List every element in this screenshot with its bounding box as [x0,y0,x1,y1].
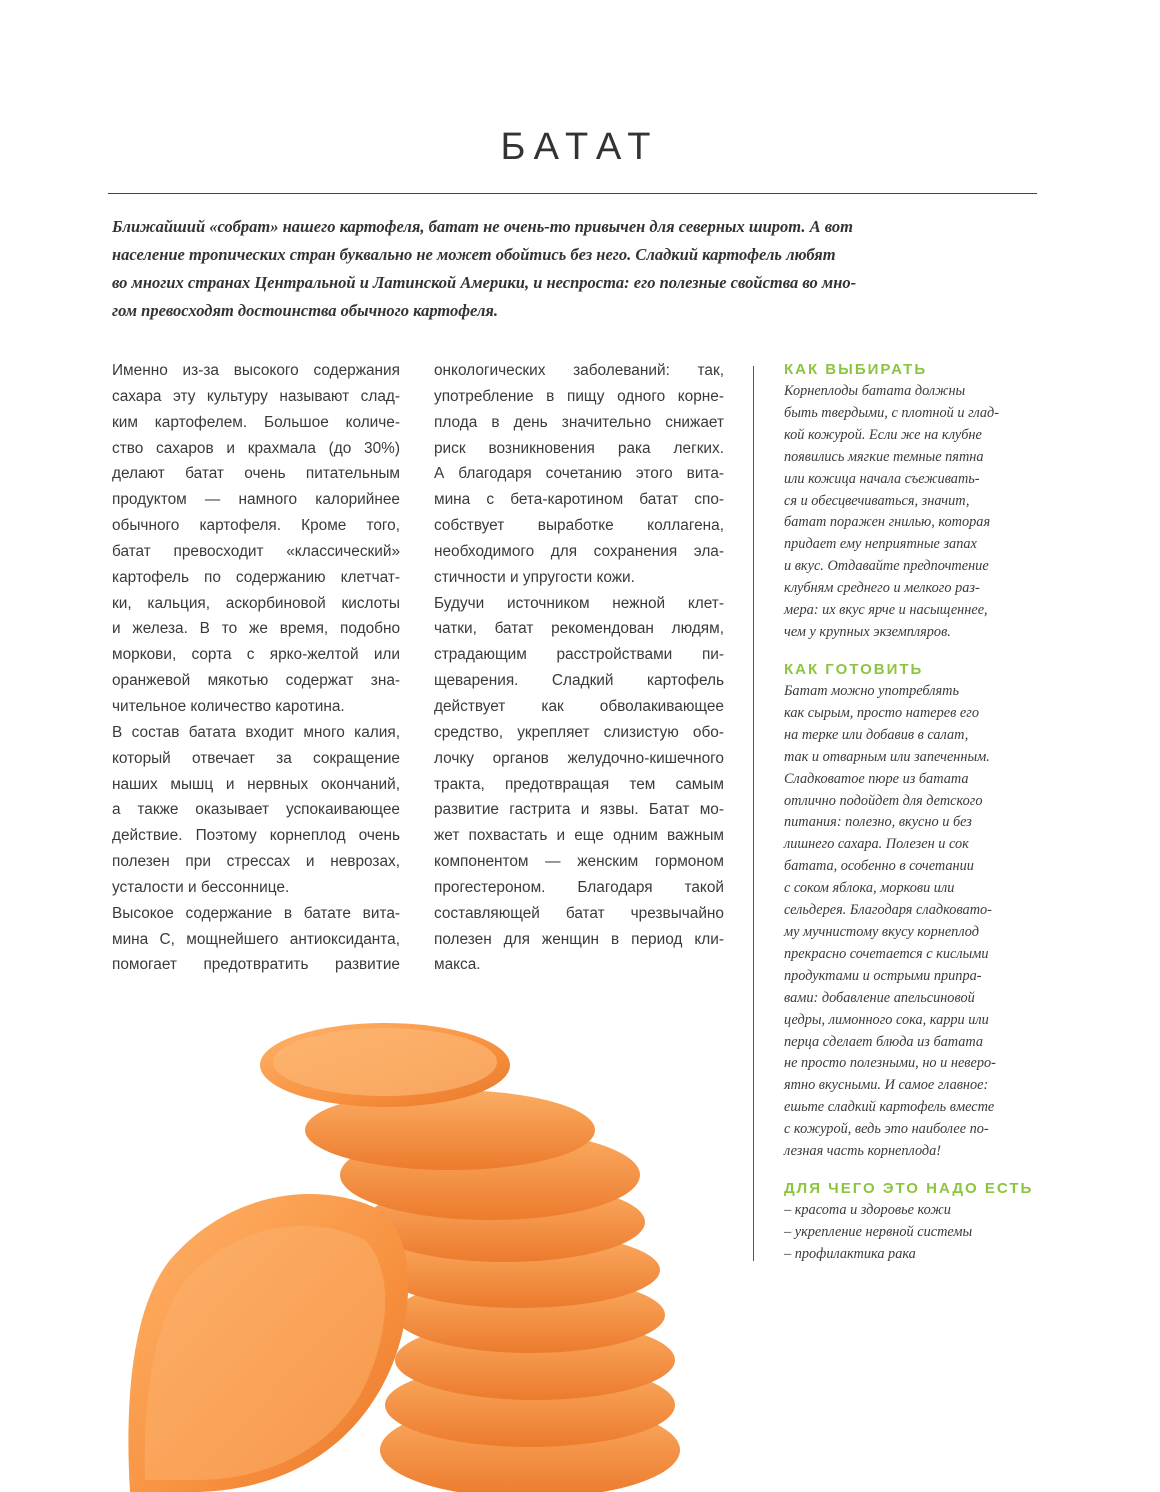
text-line: плода в день значительно снижает [434,413,724,431]
text-line: отлично подойдет для детского [784,792,983,809]
text-line: а также оказывает успокаивающее [112,801,400,819]
text-line: Сладковатое пюре из батата [784,770,969,787]
text-line: наших мышц и нервных окончаний, [112,775,400,793]
text-line: Батат можно употреблять [784,683,959,699]
text-line: В состав батата входит много калия, [112,723,400,741]
title-divider [108,193,1037,194]
sidebar-section-why [784,1178,1064,1266]
text-line: и вкус. Отдавайте предпочтение [784,558,989,575]
text-line: батат поражен гнилью, которая [784,514,991,531]
text-line: чительное количество каротина. [112,697,345,715]
text-line: А благодаря сочетанию этого вита- [434,465,724,483]
text-line: компонентом — женским гормоном [434,853,724,871]
text-line: усталости и бессоннице. [112,878,290,896]
text-line: риск возникновения рака легких. [434,439,724,457]
text-line: сахара эту культуру называют слад- [112,387,400,405]
text-line: прогестероном. Благодаря такой [434,878,724,896]
text-line: развитие гастрита и язвы. Батат мо- [434,801,724,819]
text-line: ятно вкусными. И самое главное: [784,1077,989,1094]
section-heading-choose: КАК ВЫБИРАТЬ [784,361,928,378]
text-line: как сырым, просто натерев его [784,704,979,721]
text-line: который отвечает за сокращение [112,749,400,767]
text-line: ешьте сладкий картофель вместе [784,1099,995,1116]
text-line: страдающим расстройствами пи- [434,646,724,664]
text-line: употребление в пищу одного корне- [434,387,724,405]
body-column-2 [434,358,724,978]
text-line: ким картофелем. Большое количе- [112,413,400,431]
text-line: лишнего сахара. Полезен и сок [784,836,969,853]
text-line: жет похвастать и еще одним важным [434,827,724,845]
page-title: БАТАТ [500,126,660,168]
text-line: продуктом — намного калорийнее [112,491,400,509]
text-line: на терке или добавив в салат, [784,726,969,743]
lead-line: Ближайший «собрат» нашего картофеля, батат не очень-то привычен для северных широт. А вот [112,217,853,236]
text-line: картофель по содержанию клетчат- [112,568,400,586]
sidebar-divider [753,366,754,1261]
text-line: макса. [434,956,481,974]
sweet-potato-slices-image [110,1010,710,1492]
text-line: кой кожурой. Если же на клубне [784,426,982,443]
text-line: не просто полезными, но и неверо- [784,1055,996,1072]
text-line: лезная часть корнеплода! [784,1143,942,1160]
text-line: онкологических заболеваний: так, [434,362,724,379]
text-line: действие. Поэтому корнеплод очень [112,827,400,845]
lead-paragraph [112,213,1052,325]
text-line: и железа. В то же время, подобно [112,620,400,638]
text-line: чем у крупных экземпляров. [784,623,951,640]
text-line: или кожица начала съеживать- [784,470,980,487]
text-line: питания: полезно, вкусно и без [784,814,972,831]
text-line: продуктами и острыми припра- [784,967,982,984]
list-item: – красота и здоровье кожи [784,1202,951,1218]
text-line: составляющей батат чрезвычайно [434,904,724,922]
text-line: с кожурой, ведь это наиболее по- [784,1121,989,1138]
text-line: му мучнистому вкусу корнеплод [784,923,979,940]
lead-line: во многих странах Центральной и Латинской Америки, и неспроста: его полезные свойства во мно- [112,273,857,292]
text-line: Корнеплоды батата должны [784,383,966,399]
section-heading-why: ДЛЯ ЧЕГО ЭТО НАДО ЕСТЬ [784,1180,1034,1197]
text-line: быть твердыми, с плотной и глад- [784,404,1000,421]
text-line: клубням среднего и мелкого раз- [784,580,980,597]
text-line: ство сахаров и крахмала (до 30%) [112,439,400,457]
text-line: появились мягкие темные пятна [784,448,984,465]
text-line: оранжевой мякотью содержат зна- [112,672,400,690]
text-line: цедры, лимонного сока, карри или [784,1011,989,1028]
text-line: действует как обволакивающее [434,697,724,715]
text-line: полезен при стрессах и неврозах, [112,853,400,871]
text-line: мина с бета-каротином батат спо- [434,491,724,509]
text-line: мина С, мощнейшего антиоксиданта, [112,930,400,948]
text-line: Будучи источником нежной клет- [434,594,724,612]
list-item: – профилактика рака [784,1245,916,1262]
text-line: средство, укрепляет слизистую обо- [434,723,724,741]
text-line: Именно из-за высокого содержания [112,362,400,379]
text-line: тракта, предотвращая тем самым [434,775,724,793]
text-line: так и отварным или запеченным. [784,748,990,765]
text-line: стичности и упругости кожи. [434,568,635,586]
text-line: обычного картофеля. Кроме того, [112,517,400,535]
sidebar-section-choose [784,359,1064,644]
text-line: щеварения. Сладкий картофель [434,672,724,690]
section-heading-cook: КАК ГОТОВИТЬ [784,661,924,678]
text-line: прекрасно сочетается с кислыми [784,945,989,962]
text-line: сельдерея. Благодаря сладковато- [784,902,992,919]
body-column-1 [112,358,400,978]
text-line: лочку органов желудочно-кишечного [434,749,724,767]
text-line: моркови, сорта с ярко-желтой или [112,646,400,664]
text-line: Высокое содержание в батате вита- [112,904,400,922]
text-line: ки, кальция, аскорбиновой кислоты [112,594,400,612]
lead-line: население тропических стран буквально не может обойтись без него. Сладкий картофель любят [112,245,836,264]
sidebar-section-cook [784,659,1064,1163]
text-line: батат превосходит «классический» [112,542,400,560]
text-line: батата, особенно в сочетании [784,858,974,875]
text-line: чатки, батат рекомендован людям, [434,620,724,638]
text-line: полезен для женщин в период кли- [434,930,724,948]
text-line: мера: их вкус ярче и насыщеннее, [784,602,988,619]
list-item: – укрепление нервной системы [784,1223,973,1240]
text-line: делают батат очень питательным [112,465,400,483]
text-line: с соком яблока, моркови или [784,880,955,897]
text-line: придает ему неприятные запах [784,536,977,553]
text-line: перца сделает блюда из батата [784,1033,984,1050]
text-line: помогает предотвратить развитие [112,956,400,974]
text-line: ся и обесцвечиваться, значит, [784,492,970,509]
lead-line: гом превосходят достоинства обычного картофеля. [112,301,499,320]
text-line: собствует выработке коллагена, [434,517,724,535]
text-line: необходимого для сохранения эла- [434,542,724,560]
text-line: вами: добавление апельсиновой [784,989,975,1006]
